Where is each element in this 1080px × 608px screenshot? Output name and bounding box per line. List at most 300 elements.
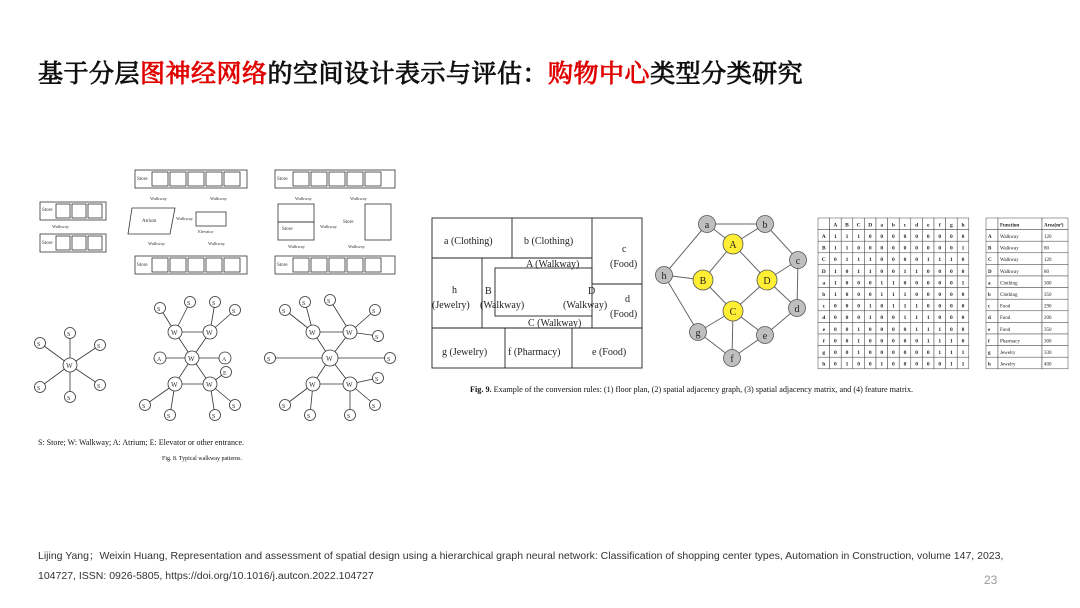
- matrix-value: 1: [845, 245, 849, 252]
- feature-value: 80: [1044, 269, 1049, 275]
- fig8-node-s: S: [282, 404, 286, 410]
- matrix-value: 1: [938, 326, 942, 333]
- fp-walkway-b-function: (Walkway): [480, 300, 525, 311]
- feature-value: Clothing: [1000, 292, 1018, 298]
- feature-value: 350: [1044, 292, 1052, 298]
- matrix-value: 0: [880, 257, 884, 264]
- matrix-value: 0: [950, 326, 953, 333]
- fig8-node-a: A: [157, 357, 162, 363]
- matrix-value: 0: [926, 361, 930, 368]
- matrix-value: 0: [938, 315, 942, 322]
- fig8-store-label: Store: [137, 263, 148, 268]
- matrix-value: 0: [926, 245, 930, 252]
- matrix-value: 1: [961, 349, 965, 356]
- fig8-node-s: S: [67, 396, 71, 402]
- fig8-node-s: S: [97, 384, 101, 390]
- matrix-value: 0: [903, 361, 907, 368]
- matrix-value: 0: [880, 233, 884, 240]
- matrix-value: 1: [834, 233, 837, 240]
- matrix-value: 0: [880, 268, 884, 275]
- fig8-walkway-label: Walkway: [148, 241, 165, 246]
- matrix-value: 0: [915, 361, 918, 368]
- matrix-value: 0: [915, 280, 918, 287]
- matrix-value: 0: [961, 233, 965, 240]
- graph-node-walkway-b: B: [699, 276, 707, 287]
- matrix-value: 1: [857, 338, 860, 345]
- matrix-value: 0: [892, 338, 895, 345]
- fp-room-g: g (Jewelry): [442, 347, 488, 358]
- fig8-walkway-label: Walkway: [150, 196, 167, 201]
- graph-node-walkway-d: D: [763, 276, 771, 287]
- matrix-value: 0: [892, 349, 895, 356]
- matrix-value: 0: [926, 349, 930, 356]
- feature-value: 300: [1044, 281, 1052, 287]
- feature-value: Walkway: [1000, 258, 1019, 264]
- feature-header: Area(m²): [1044, 223, 1064, 229]
- matrix-value: 1: [903, 291, 907, 298]
- feature-value: Clothing: [1000, 281, 1018, 287]
- matrix-value: 0: [857, 291, 860, 298]
- fp-room-c-function: (Food): [610, 259, 638, 270]
- matrix-value: 0: [938, 233, 942, 240]
- matrix-value: 0: [892, 361, 895, 368]
- matrix-value: 1: [915, 326, 918, 333]
- matrix-value: 1: [845, 233, 849, 240]
- feature-value: Jewelry: [1000, 362, 1016, 368]
- matrix-value: 0: [845, 280, 849, 287]
- fig8-walkway-label: Walkway: [288, 244, 305, 249]
- matrix-value: 0: [938, 361, 942, 368]
- matrix-value: 0: [903, 326, 907, 333]
- fp-room-c-letter: c: [622, 244, 627, 255]
- matrix-value: 0: [834, 326, 837, 333]
- fp-room-d-letter: d: [625, 294, 630, 305]
- matrix-value: 0: [915, 338, 918, 345]
- matrix-value: 1: [857, 349, 860, 356]
- figure-9-conversion-rules: [430, 210, 1070, 380]
- matrix-value: 1: [961, 280, 965, 287]
- matrix-value: 0: [950, 233, 953, 240]
- feature-value: 80: [1044, 246, 1049, 252]
- fig8-walkway-label: Walkway: [320, 224, 337, 229]
- fig9-caption-text: Example of the conversion rules: (1) floor plan, (2) spatial adjacency graph, (3) spatial adjacency matrix, and (4) feature matrix.: [493, 385, 914, 394]
- matrix-value: 0: [892, 257, 895, 264]
- matrix-value: 0: [950, 268, 953, 275]
- matrix-value: g: [822, 349, 826, 356]
- matrix-value: 1: [857, 326, 860, 333]
- matrix-value: 0: [845, 326, 849, 333]
- matrix-value: 0: [880, 326, 884, 333]
- fig8-node-s: S: [37, 386, 41, 392]
- matrix-value: B: [821, 245, 826, 252]
- matrix-value: 0: [880, 303, 884, 310]
- fig8-node-s: S: [157, 307, 161, 313]
- fig8-node-s: S: [67, 332, 71, 338]
- feature-value: A: [988, 234, 992, 240]
- fig8-node-s: S: [375, 377, 379, 383]
- fp-room-f: f (Pharmacy): [508, 347, 561, 358]
- feature-value: h: [988, 362, 991, 368]
- fig8-node-s: S: [375, 335, 379, 341]
- fig8-node-s: S: [267, 357, 271, 363]
- matrix-value: 0: [961, 268, 965, 275]
- graph-node-f: f: [730, 354, 734, 365]
- matrix-value: 0: [915, 291, 918, 298]
- fig8-node-w: W: [171, 381, 178, 389]
- fig8-elevator-label: Elevator: [198, 229, 214, 234]
- matrix-value: 1: [845, 361, 849, 368]
- fig8-node-w: W: [326, 355, 333, 363]
- feature-value: 290: [1044, 304, 1052, 310]
- matrix-value: 0: [892, 268, 895, 275]
- matrix-header: a: [880, 222, 884, 229]
- graph-node-b: b: [762, 220, 768, 231]
- fig8-walkway-label: Walkway: [176, 216, 193, 221]
- matrix-value: 1: [857, 233, 860, 240]
- fig8-node-s: S: [327, 299, 331, 305]
- fig8-store-label: Store: [282, 227, 293, 232]
- fig8-node-s: S: [167, 414, 171, 420]
- fp-walkway-b-letter: B: [485, 286, 492, 297]
- fig8-node-w: W: [346, 381, 353, 389]
- title-part2-highlight: 图神经网络: [140, 59, 268, 88]
- matrix-value: 0: [868, 361, 872, 368]
- matrix-value: 0: [961, 315, 965, 322]
- matrix-value: 0: [961, 338, 965, 345]
- fig9-caption-label: Fig. 9.: [470, 385, 492, 394]
- graph-node-c: c: [795, 256, 801, 267]
- matrix-value: 1: [834, 291, 837, 298]
- matrix-value: 0: [880, 315, 884, 322]
- matrix-value: 1: [892, 280, 895, 287]
- fp-room-d-function: (Food): [610, 309, 638, 320]
- matrix-header: e: [926, 222, 930, 229]
- matrix-value: D: [821, 268, 826, 275]
- feature-value: a: [988, 281, 991, 287]
- fig8-node-s: S: [232, 309, 236, 315]
- page-number: 23: [984, 573, 998, 587]
- feature-value: 120: [1044, 258, 1052, 264]
- feature-value: c: [988, 304, 991, 310]
- matrix-value: 0: [892, 326, 895, 333]
- fig9-adjacency-graph: [656, 216, 807, 367]
- matrix-header: f: [938, 222, 941, 229]
- matrix-value: 1: [868, 257, 872, 264]
- feature-value: Walkway: [1000, 234, 1019, 240]
- matrix-value: A: [821, 233, 826, 240]
- matrix-value: 1: [950, 349, 953, 356]
- title-part1: 基于分层: [38, 59, 141, 88]
- matrix-value: 0: [915, 245, 918, 252]
- fig8-store-label: Store: [137, 177, 148, 182]
- matrix-value: 0: [834, 315, 837, 322]
- fig8-walkway-label: Walkway: [52, 224, 69, 229]
- feature-value: f: [988, 339, 990, 345]
- matrix-value: 0: [915, 257, 918, 264]
- feature-value: b: [988, 292, 991, 298]
- matrix-header: C: [856, 222, 861, 229]
- matrix-value: 0: [834, 361, 837, 368]
- feature-cell: [986, 218, 998, 230]
- matrix-value: 1: [868, 315, 872, 322]
- fig8-node-s: S: [302, 301, 306, 307]
- matrix-value: 1: [926, 315, 930, 322]
- graph-node-walkway-c: C: [729, 307, 737, 318]
- fig8-node-s: S: [307, 414, 311, 420]
- matrix-value: 0: [938, 245, 942, 252]
- matrix-value: 1: [834, 245, 837, 252]
- matrix-value: 0: [834, 338, 837, 345]
- fig8-node-w: W: [346, 329, 353, 337]
- matrix-cell: [818, 218, 830, 230]
- matrix-value: 0: [868, 233, 872, 240]
- matrix-value: 1: [892, 291, 895, 298]
- fig9-caption: [470, 385, 913, 394]
- matrix-value: e: [822, 326, 826, 333]
- matrix-value: 1: [950, 361, 953, 368]
- matrix-value: 0: [950, 303, 953, 310]
- fig8-walkway-label: Walkway: [348, 244, 365, 249]
- matrix-value: 0: [892, 233, 895, 240]
- fig8-node-s: S: [372, 309, 376, 315]
- fig8-atrium-label: Atrium: [142, 219, 157, 224]
- matrix-value: 1: [950, 257, 953, 264]
- fig8-graph-2: [140, 297, 241, 421]
- matrix-value: b: [822, 291, 826, 298]
- fig8-walkway-label: Walkway: [350, 196, 367, 201]
- feature-value: Food: [1000, 316, 1011, 322]
- matrix-value: 0: [961, 303, 965, 310]
- feature-value: 400: [1044, 362, 1052, 368]
- matrix-value: 1: [903, 268, 907, 275]
- fig8-store-label: Store: [42, 241, 53, 246]
- fig8-graph-3: [265, 295, 396, 421]
- matrix-value: 1: [834, 268, 837, 275]
- fig8-store-label: Store: [343, 220, 354, 225]
- fp-walkway-d-function: (Walkway): [563, 300, 608, 311]
- fig8-node-a: A: [222, 357, 227, 363]
- matrix-value: 0: [903, 280, 907, 287]
- matrix-header: B: [845, 222, 849, 229]
- matrix-value: 0: [834, 303, 837, 310]
- fig9-floor-plan: [432, 218, 642, 368]
- matrix-value: 1: [892, 303, 895, 310]
- fig8-node-w: W: [206, 329, 213, 337]
- feature-value: 200: [1044, 316, 1052, 322]
- matrix-header: d: [915, 222, 919, 229]
- title-part3: 的空间设计表示与评估：: [267, 59, 549, 88]
- matrix-value: 0: [915, 233, 918, 240]
- matrix-value: c: [822, 303, 826, 310]
- fig8-node-s: S: [232, 404, 236, 410]
- fig8-node-s: S: [142, 404, 146, 410]
- matrix-value: 0: [903, 233, 907, 240]
- feature-value: B: [988, 246, 992, 252]
- feature-value: Walkway: [1000, 246, 1019, 252]
- matrix-value: 0: [845, 338, 849, 345]
- matrix-value: 0: [926, 268, 930, 275]
- fig8-node-s: S: [347, 414, 351, 420]
- matrix-header: h: [961, 222, 965, 229]
- matrix-value: 0: [857, 303, 860, 310]
- matrix-value: 0: [868, 291, 872, 298]
- fig8-node-w: W: [171, 329, 178, 337]
- feature-value: 330: [1044, 350, 1052, 356]
- matrix-value: 0: [834, 349, 837, 356]
- fp-room-a: a (Clothing): [444, 236, 493, 247]
- fp-room-b: b (Clothing): [524, 236, 574, 247]
- matrix-value: 0: [903, 349, 907, 356]
- matrix-value: 1: [915, 315, 918, 322]
- matrix-value: 1: [903, 303, 907, 310]
- matrix-value: 0: [880, 338, 884, 345]
- matrix-value: 0: [950, 315, 953, 322]
- matrix-value: 0: [926, 291, 930, 298]
- matrix-value: 1: [926, 257, 930, 264]
- matrix-value: 0: [845, 303, 849, 310]
- matrix-value: 1: [845, 257, 849, 264]
- graph-node-walkway-a: A: [729, 240, 737, 251]
- fig8-node-e: E: [223, 371, 227, 377]
- matrix-value: 1: [880, 361, 884, 368]
- matrix-value: 1: [915, 268, 918, 275]
- fig8-store-label: Store: [42, 208, 53, 213]
- fig8-floorplan-1: [40, 170, 247, 274]
- matrix-value: 1: [857, 257, 860, 264]
- feature-value: Food: [1000, 304, 1011, 310]
- graph-node-e: e: [762, 331, 768, 342]
- matrix-value: 0: [892, 245, 895, 252]
- feature-value: g: [988, 350, 991, 356]
- matrix-value: 0: [926, 280, 930, 287]
- matrix-value: 0: [845, 349, 849, 356]
- fig8-walkway-label: Walkway: [208, 241, 225, 246]
- matrix-value: 0: [950, 291, 953, 298]
- matrix-value: 0: [857, 245, 860, 252]
- matrix-value: 1: [938, 257, 942, 264]
- feature-value: Jewelry: [1000, 350, 1016, 356]
- feature-header: Function: [1000, 223, 1020, 229]
- matrix-value: 1: [834, 280, 837, 287]
- matrix-value: 0: [845, 291, 849, 298]
- fig8-node-w: W: [66, 362, 73, 370]
- matrix-value: a: [822, 280, 826, 287]
- matrix-value: 0: [961, 326, 965, 333]
- feature-value: C: [988, 258, 992, 264]
- matrix-value: 0: [857, 361, 860, 368]
- fig9-feature-matrix: [986, 218, 1068, 369]
- graph-node-d: d: [794, 304, 800, 315]
- matrix-value: 0: [868, 326, 872, 333]
- graph-node-a: a: [704, 220, 710, 231]
- matrix-value: 0: [892, 315, 895, 322]
- matrix-value: 1: [950, 338, 953, 345]
- matrix-value: 1: [926, 338, 930, 345]
- matrix-value: 1: [961, 361, 965, 368]
- matrix-value: 0: [868, 280, 872, 287]
- graph-node-h: h: [661, 271, 667, 282]
- matrix-value: 0: [926, 303, 930, 310]
- matrix-value: 0: [938, 291, 942, 298]
- fig8-node-s: S: [187, 301, 191, 307]
- title-part5: 类型分类研究: [650, 59, 804, 88]
- matrix-value: 1: [880, 280, 884, 287]
- matrix-value: 1: [857, 268, 860, 275]
- fig8-legend: S: Store; W: Walkway; A: Atrium; E: Elevator or other entrance.: [38, 438, 245, 447]
- figure-8-walkway-patterns: [30, 160, 400, 430]
- matrix-value: 1: [938, 349, 942, 356]
- matrix-value: 0: [857, 315, 860, 322]
- matrix-header: D: [868, 222, 873, 229]
- feature-value: 120: [1044, 234, 1052, 240]
- matrix-value: 0: [903, 338, 907, 345]
- feature-value: Walkway: [1000, 269, 1019, 275]
- matrix-value: 0: [868, 338, 872, 345]
- fp-walkway-a: A (Walkway): [526, 259, 580, 270]
- matrix-value: 1: [915, 303, 918, 310]
- fig8-node-w: W: [309, 329, 316, 337]
- fig8-store-label: Store: [277, 177, 288, 182]
- fp-walkway-d-letter: D: [588, 286, 596, 297]
- matrix-header: g: [950, 222, 953, 229]
- fig8-walkway-label: Walkway: [210, 196, 227, 201]
- fig8-node-w: W: [309, 381, 316, 389]
- fig8-node-s: S: [212, 301, 216, 307]
- matrix-value: 0: [950, 280, 953, 287]
- matrix-value: 1: [880, 291, 884, 298]
- matrix-value: f: [822, 338, 825, 345]
- matrix-value: 0: [903, 245, 907, 252]
- feature-value: d: [988, 316, 991, 322]
- matrix-value: 0: [868, 245, 872, 252]
- matrix-value: 0: [938, 280, 942, 287]
- fig8-caption: Fig. 8. Typical walkway patterns.: [162, 456, 242, 462]
- fig8-node-s: S: [212, 414, 216, 420]
- matrix-value: 0: [880, 349, 884, 356]
- matrix-value: 1: [868, 268, 872, 275]
- matrix-value: 0: [845, 268, 849, 275]
- matrix-value: 0: [961, 257, 965, 264]
- graph-node-g: g: [695, 328, 701, 339]
- fig8-walkway-label: Walkway: [295, 196, 312, 201]
- feature-value: 350: [1044, 327, 1052, 333]
- fig9-adjacency-matrix: [818, 218, 969, 369]
- matrix-value: 0: [961, 291, 965, 298]
- matrix-value: 1: [868, 303, 872, 310]
- fp-room-h-function: (Jewelry): [432, 300, 470, 311]
- matrix-value: 0: [926, 233, 930, 240]
- matrix-value: 0: [938, 268, 942, 275]
- fig8-node-s: S: [97, 344, 101, 350]
- matrix-value: 0: [834, 257, 837, 264]
- matrix-value: 0: [880, 245, 884, 252]
- title-part4-highlight: 购物中心: [548, 59, 651, 88]
- feature-value: 300: [1044, 339, 1052, 345]
- feature-value: Pharmacy: [1000, 339, 1020, 345]
- feature-value: D: [988, 269, 992, 275]
- fig8-graph-1: [35, 328, 106, 403]
- fig8-store-label: Store: [277, 263, 288, 268]
- fp-room-h-letter: h: [452, 285, 457, 296]
- reference-citation: Lijing Yang；Weixin Huang, Representation and assessment of spatial design using a hierarchical graph neural network: Classification of shopping center types, Automation in Construction, volume 147, 2023, 104727, ISSN: 0926-5805, https://doi.org/10.1016/j.autcon.2022.104727: [38, 550, 1004, 582]
- fig8-node-s: S: [387, 357, 391, 363]
- matrix-value: 0: [903, 257, 907, 264]
- matrix-value: 0: [938, 303, 942, 310]
- fp-walkway-c: C (Walkway): [528, 318, 582, 329]
- matrix-value: h: [822, 361, 826, 368]
- matrix-value: 1: [961, 245, 965, 252]
- slide-title: [38, 54, 803, 90]
